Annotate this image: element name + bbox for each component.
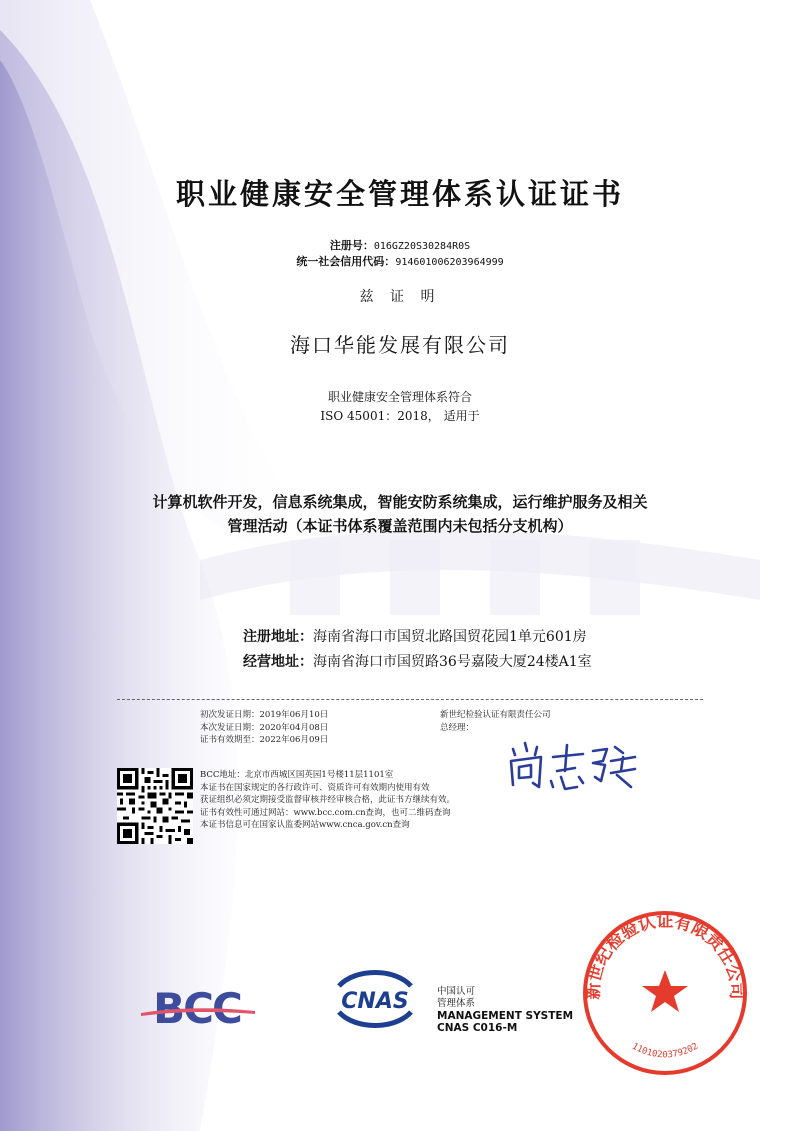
- divider: [117, 699, 703, 700]
- cnas-cn-line-1: 中国认可: [437, 986, 476, 997]
- credit-code-label: 统一社会信用代码：: [296, 255, 396, 268]
- gm-label: 总经理：: [440, 722, 475, 733]
- credit-code: 914601006203964999: [395, 257, 504, 268]
- scope-text: [150, 490, 650, 538]
- svg-text:1101020379202: [630, 1042, 700, 1061]
- business-address-value: 海南省海口市国贸路36号嘉陵大厦24楼A1室: [313, 654, 592, 670]
- bcc-logo: [137, 983, 257, 1031]
- business-address: [243, 651, 592, 671]
- company-seal: [580, 908, 750, 1078]
- seal-text: 新世纪检验认证有限责任公司: [583, 911, 747, 1000]
- registration-number: 016GZ20S30284R0S: [373, 241, 471, 252]
- cnas-text-block: [437, 986, 573, 1034]
- signature: [505, 735, 640, 795]
- standard-line-1: 职业健康安全管理体系符合: [327, 390, 472, 404]
- this-issue-date: 本次发证日期：2020年04月08日: [200, 722, 329, 733]
- cnas-en-line-1: MANAGEMENT SYSTEM: [437, 1010, 574, 1022]
- business-address-label: 经营地址：: [243, 654, 313, 670]
- note-line: 证书有效性可通过网站：www.bcc.com.cn查询，也可二维码查询: [200, 807, 451, 818]
- scope-line-1: 计算机软件开发，信息系统集成，智能安防系统集成，运行维护服务及相关: [152, 493, 648, 511]
- registered-address-label: 注册地址：: [243, 629, 313, 645]
- registration-label: 注册号：: [329, 239, 374, 252]
- valid-until-date: 证书有效期至：2022年06月09日: [200, 735, 329, 745]
- note-line: 获证组织必须定期接受监督审核并经审核合格，此证书方继续有效。: [200, 795, 456, 805]
- issuer-block: [440, 709, 551, 734]
- first-issue-date: 初次发证日期：2019年06月10日: [200, 710, 329, 720]
- standard-line-2: ISO 45001：2018， 适用于: [320, 409, 480, 423]
- dates-block: [200, 709, 328, 747]
- seal-number: 1101020379202: [629, 1041, 701, 1061]
- cnas-logo-text: CNAS: [341, 989, 409, 1014]
- scope-line-2: 管理活动（本证书体系覆盖范围内未包括分支机构）: [227, 517, 573, 535]
- cnas-cn-line-2: 管理体系: [437, 998, 476, 1009]
- cnas-logo: [325, 966, 425, 1032]
- company-name: 海口华能发展有限公司: [290, 333, 510, 357]
- note-line: 本证书在国家规定的各行政许可、资质许可有效期内使用有效: [200, 782, 430, 793]
- notes-block: [200, 769, 455, 832]
- certify-text: 兹 证 明: [359, 289, 441, 305]
- issuer-name: 新世纪检验认证有限责任公司: [440, 710, 551, 720]
- registered-address-value: 海南省海口市国贸北路国贸花园1单元601房: [313, 629, 587, 645]
- note-line: BCC地址：北京市西城区国英园1号楼11层1101室: [200, 770, 394, 780]
- cnas-en-line-2: CNAS C016-M: [437, 1022, 518, 1034]
- registered-address: [243, 626, 587, 646]
- certificate-title: 职业健康安全管理体系认证证书: [175, 177, 624, 211]
- note-line: 本证书信息可在国家认监委网站www.cnca.gov.cn查询: [200, 820, 410, 830]
- qr-code[interactable]: [117, 768, 193, 844]
- registration-block: [0, 238, 800, 270]
- star-icon: [642, 970, 688, 1012]
- bcc-logo-text: BCC: [153, 984, 241, 1031]
